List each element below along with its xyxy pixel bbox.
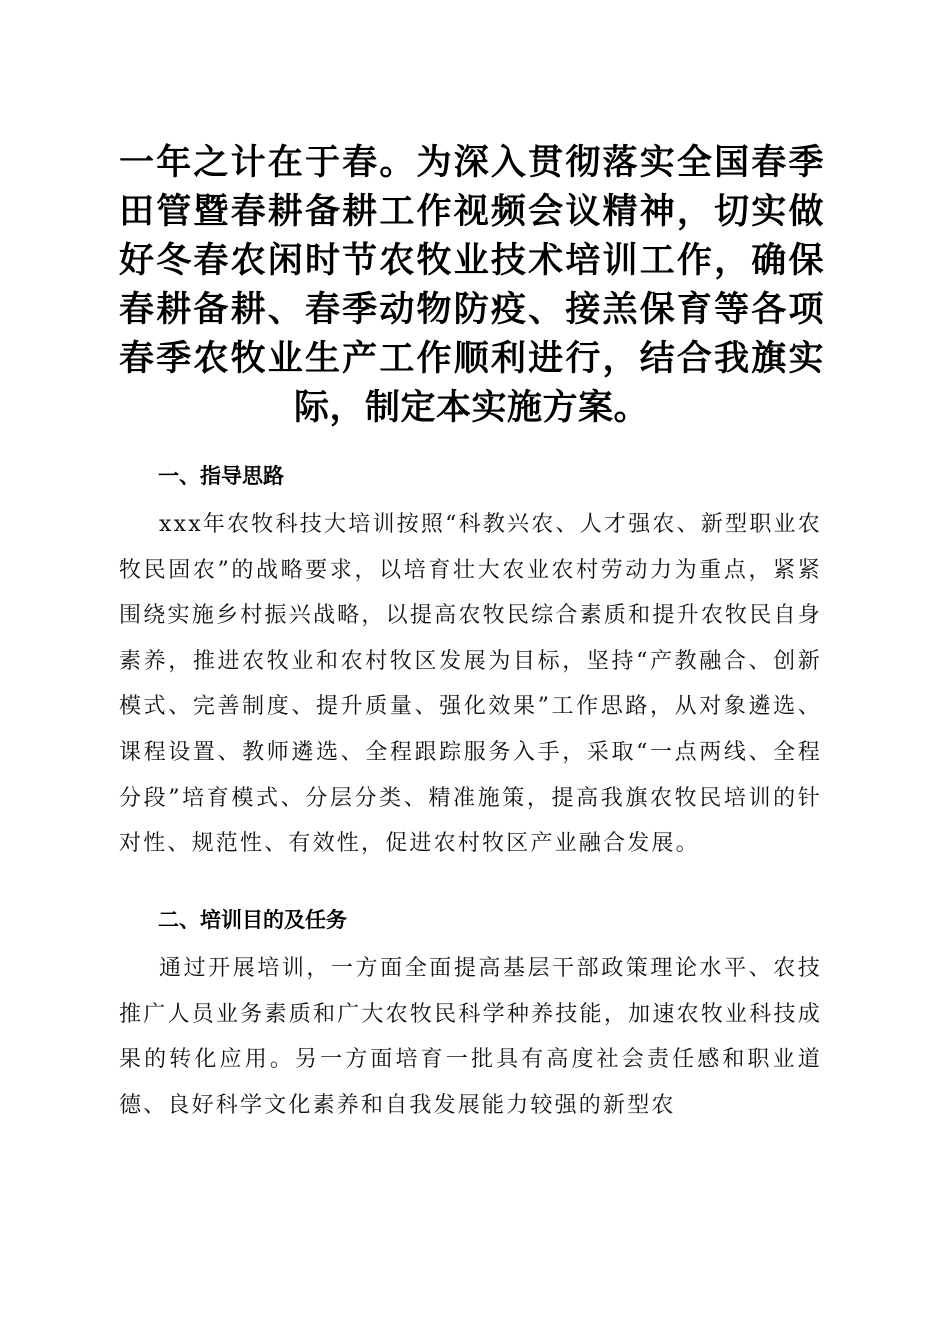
document-title: 一年之计在于春。为深入贯彻落实全国春季田管暨春耕备耕工作视频会议精神，切实做好冬春农闲时节农牧业技术培训工作，确保春耕备耕、春季动物防疫、接羔保育等各项春季农牧业生产工作顺利进行，结合我旗实际，制定本实施方案。 [119,142,824,428]
section-paragraph-guiding-ideas: xxx年农牧科技大培训按照“科教兴农、人才强农、新型职业农牧民固农”的战略要求，以培育壮大农业农村劳动力为重点，紧紧围绕实施乡村振兴战略，以提高农牧民综合素质和提升农牧民自身素养，推进农牧业和农村牧区发展为目标，坚持“产教融合、创新模式、完善制度、提升质量、强化效果”工作思路，从对象遴选、课程设置、教师遴选、全程跟踪服务入手，采取“一点两线、全程分段”培育模式、分层分类、精准施策，提高我旗农牧民培训的针对性、规范性、有效性，促进农村牧区产业融合发展。 [119,512,822,857]
section-heading-training-goals: 二、培训目的及任务 [158,908,347,932]
section-paragraph-training-goals: 通过开展培训，一方面全面提高基层干部政策理论水平、农技推广人员业务素质和广大农牧民科学种养技能，加速农牧业科技成果的转化应用。另一方面培育一批具有高度社会责任感和职业道德、良好科学文化素养和自我发展能力较强的新型农 [119,956,822,1118]
section-heading-guiding-ideas: 一、指导思路 [158,464,284,488]
